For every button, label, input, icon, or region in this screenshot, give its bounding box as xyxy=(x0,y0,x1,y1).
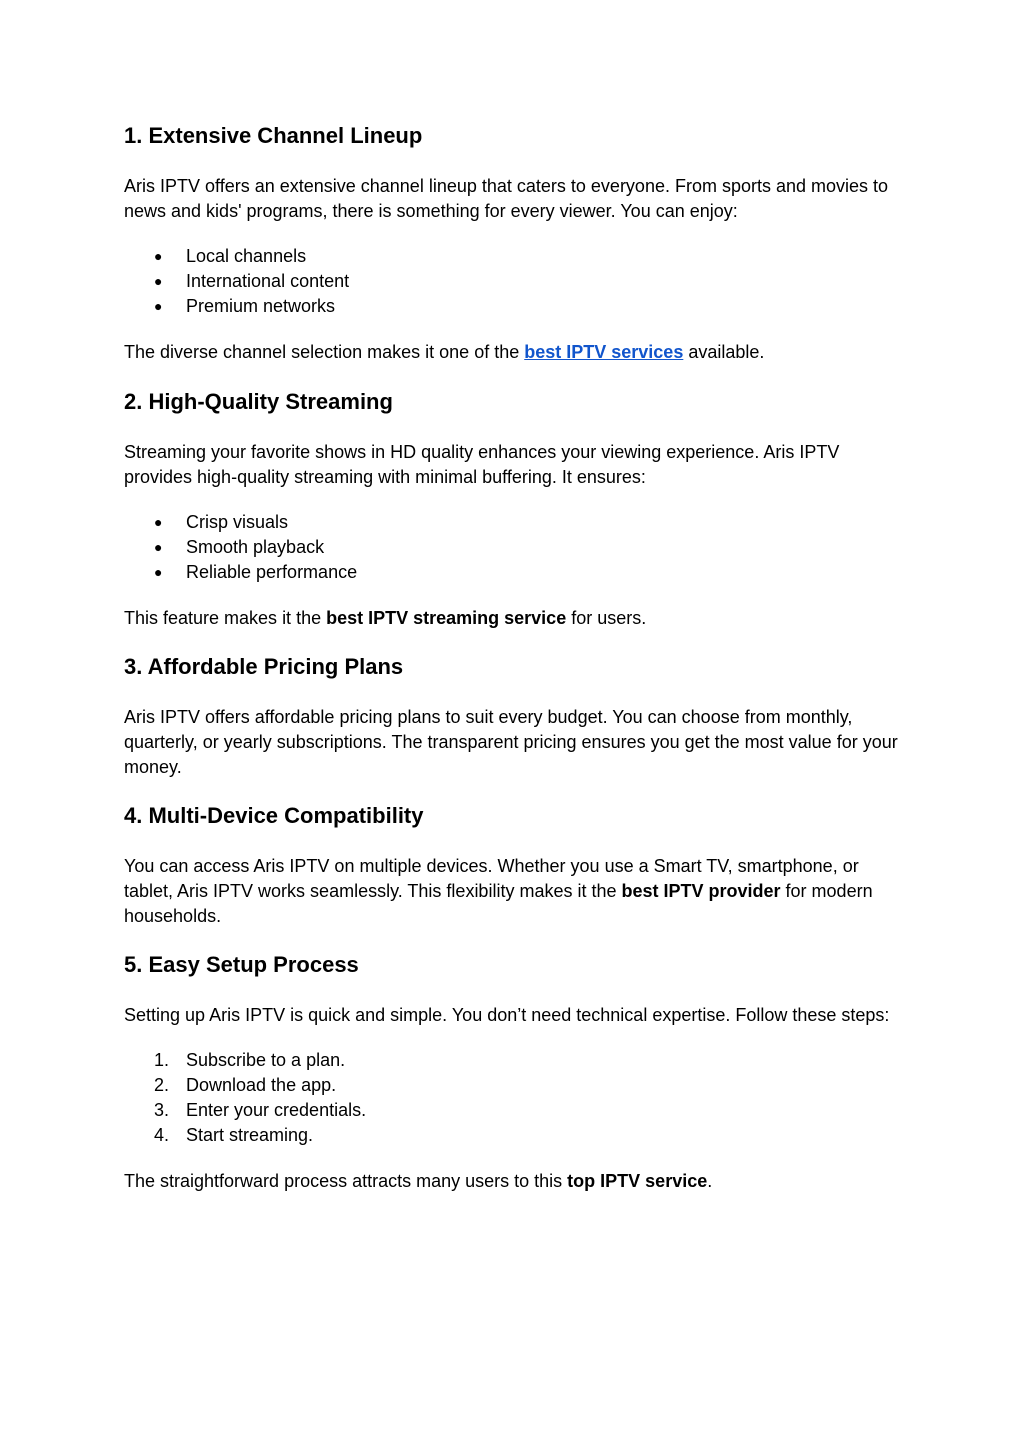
section-closing: This feature makes it the best IPTV streaming service for users. xyxy=(124,608,647,628)
section-multi-device-compatibility xyxy=(124,802,904,929)
section-affordable-pricing-plans xyxy=(124,653,904,780)
streaming-features-list xyxy=(124,510,904,585)
list-item: ● Reliable performance xyxy=(124,560,904,585)
section-heading: 4. Multi-Device Compatibility xyxy=(124,803,424,828)
section-easy-setup-process xyxy=(124,951,904,1194)
section-heading: 5. Easy Setup Process xyxy=(124,952,359,977)
section-body: Aris IPTV offers affordable pricing plans to suit every budget. You can choose from monthly, quarterly, or yearly subscriptions. The transparent pricing ensures you get the most value for your money. xyxy=(124,707,898,777)
bullet-icon: ● xyxy=(154,514,163,530)
bullet-icon: ● xyxy=(154,298,163,314)
list-item: 2. Download the app. xyxy=(124,1073,904,1098)
list-item: 1. Subscribe to a plan. xyxy=(124,1048,904,1073)
best-iptv-services-link[interactable]: best IPTV services xyxy=(524,342,684,362)
section-heading: 2. High-Quality Streaming xyxy=(124,389,393,414)
bullet-icon: ● xyxy=(154,273,163,289)
list-item: ● Local channels xyxy=(124,244,904,269)
bullet-icon: ● xyxy=(154,248,163,264)
list-item: 3. Enter your credentials. xyxy=(124,1098,904,1123)
list-item: ● Smooth playback xyxy=(124,535,904,560)
list-item: ● Crisp visuals xyxy=(124,510,904,535)
section-heading: 1. Extensive Channel Lineup xyxy=(124,123,423,148)
section-closing: The straightforward process attracts many users to this top IPTV service. xyxy=(124,1171,713,1191)
step-number: 4. xyxy=(154,1125,170,1145)
section-intro: Streaming your favorite shows in HD quality enhances your viewing experience. Aris IPTV provides high-quality streaming with minimal buffering. It ensures: xyxy=(124,442,840,487)
channel-list xyxy=(124,244,904,319)
bullet-icon: ● xyxy=(154,539,163,555)
section-heading: 3. Affordable Pricing Plans xyxy=(124,654,404,679)
list-item: 4. Start streaming. xyxy=(124,1123,904,1148)
bullet-icon: ● xyxy=(154,564,163,580)
section-body: You can access Aris IPTV on multiple devices. Whether you use a Smart TV, smartphone, or tablet, Aris IPTV works seamlessly. This flexibility makes it the best IPTV provider for modern households. xyxy=(124,856,873,926)
step-number: 3. xyxy=(154,1100,170,1120)
step-number: 1. xyxy=(154,1050,170,1070)
section-extensive-channel-lineup xyxy=(124,122,904,365)
step-number: 2. xyxy=(154,1075,170,1095)
section-high-quality-streaming xyxy=(124,388,904,631)
section-closing: The diverse channel selection makes it one of the best IPTV services available. xyxy=(124,342,765,362)
list-item: ● International content xyxy=(124,269,904,294)
section-intro: Aris IPTV offers an extensive channel lineup that caters to everyone. From sports and movies to news and kids' programs, there is something for every viewer. You can enjoy: xyxy=(124,176,889,221)
list-item: ● Premium networks xyxy=(124,294,904,319)
setup-steps-list xyxy=(124,1048,904,1148)
section-intro: Setting up Aris IPTV is quick and simple. You don’t need technical expertise. Follow these steps: xyxy=(124,1005,890,1025)
